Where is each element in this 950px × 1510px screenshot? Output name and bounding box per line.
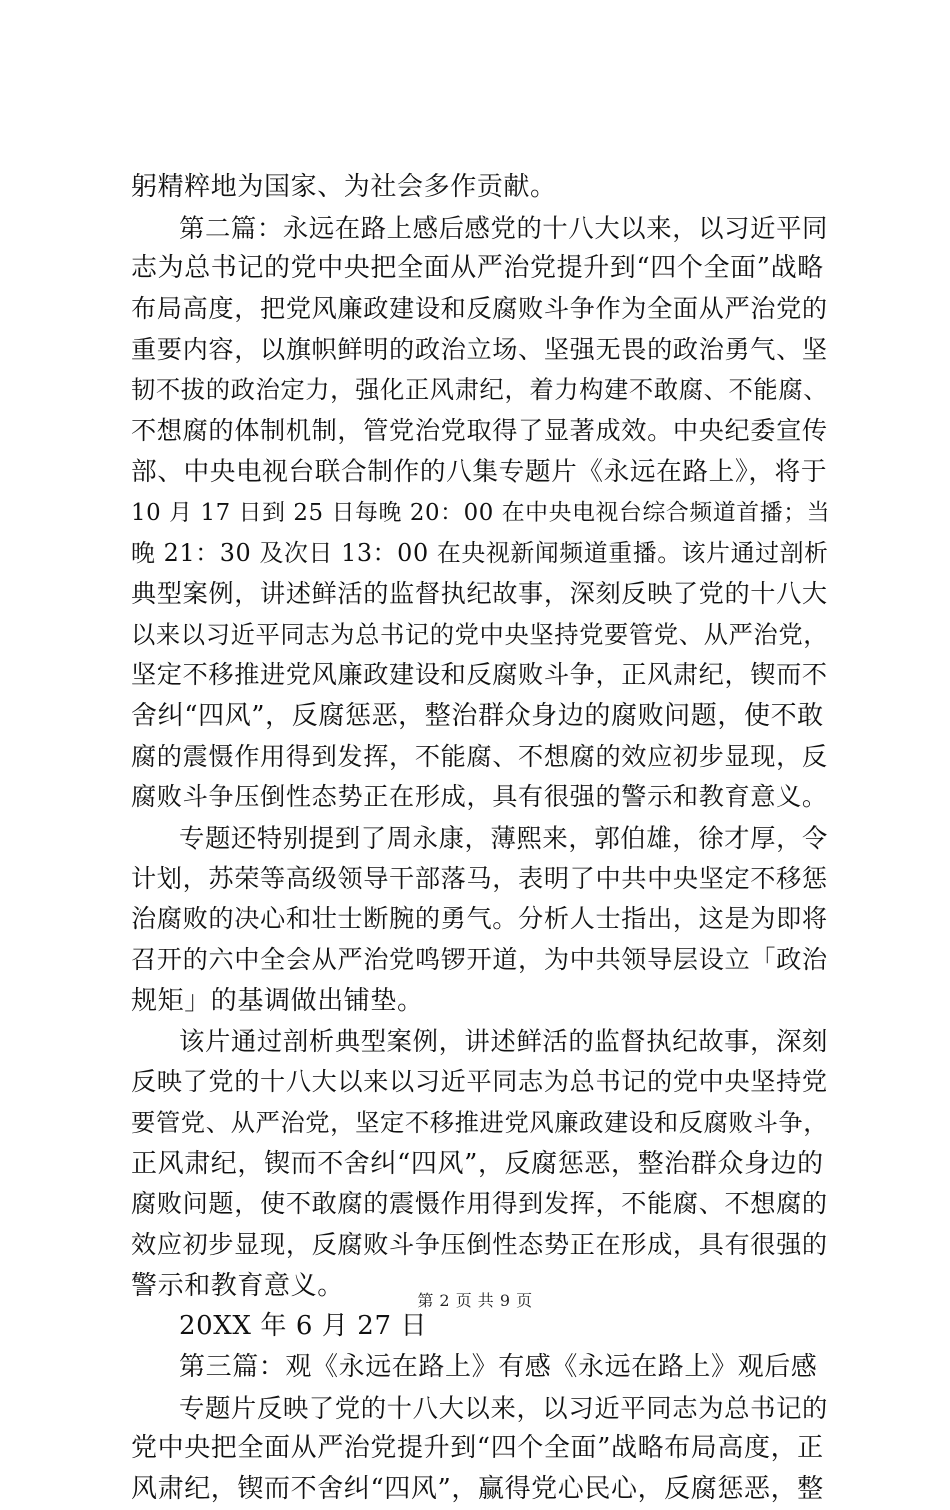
text-line: 晚 21：30 及次日 13：00 在央视新闻频道重播。该片通过剖析	[131, 539, 829, 568]
text-line: 专题片反映了党的十八大以来，以习近平同志为总书记的	[179, 1392, 828, 1423]
text-line: 坚定不移推进党风廉政建设和反腐败斗争，正风肃纪，锲而不	[131, 660, 828, 690]
text-line: 韧不拔的政治定力，强化正风肃纪，着力构建不敢腐、不能腐、	[131, 375, 829, 405]
text-line: 召开的六中全会从严治党鸣锣开道，为中共领导层设立「政治	[131, 945, 828, 975]
text-line: 腐败斗争压倒性态势正在形成，具有很强的警示和教育意义。	[131, 782, 828, 812]
text-line: 部、中央电视台联合制作的八集专题片《永远在路上》，将于	[131, 456, 828, 487]
text-line: 腐败问题，使不敢腐的震慑作用得到发挥，不能腐、不想腐的	[131, 1189, 828, 1219]
text-line: 反映了党的十八大以来以习近平同志为总书记的党中央坚持党	[131, 1067, 828, 1097]
text-line: 第三篇：观《永远在路上》有感《永远在路上》观后感	[179, 1351, 818, 1382]
text-line: 躬精粹地为国家、为社会多作贡献。	[131, 172, 557, 202]
text-line: 要管党、从严治党，坚定不移推进党风廉政建设和反腐败斗争，	[131, 1107, 829, 1137]
text-line: 效应初步显现，反腐败斗争压倒性态势正在形成，具有很强的	[131, 1229, 828, 1259]
text-line: 计划，苏荣等高级领导干部落马，表明了中共中央坚定不移惩	[131, 863, 828, 893]
text-line: 舍纠“四风”，反腐惩恶，整治群众身边的腐败问题，使不敢	[131, 700, 824, 731]
text-line: 警示和教育意义。	[131, 1270, 344, 1301]
text-line: 不想腐的体制机制，管党治党取得了显著成效。中央纪委宣传	[131, 416, 828, 446]
text-line: 党中央把全面从严治党提升到“四个全面”战略布局高度，正	[131, 1433, 824, 1464]
text-line: 治腐败的决心和壮士断腕的勇气。分析人士指出，这是为即将	[131, 904, 828, 934]
text-line: 布局高度，把党风廉政建设和反腐败斗争作为全面从严治党的	[131, 294, 828, 324]
text-line: 风肃纪，锲而不舍纠“四风”，赢得党心民心，反腐惩恶，整	[131, 1474, 824, 1504]
text-line: 规矩」的基调做出铺垫。	[131, 985, 424, 1016]
text-line: 该片通过剖析典型案例，讲述鲜活的监督执纪故事，深刻	[179, 1026, 828, 1057]
text-line: 正风肃纪，锲而不舍纠“四风”，反腐惩恶，整治群众身边的	[131, 1148, 824, 1179]
text-line: 腐的震慑作用得到发挥，不能腐、不想腐的效应初步显现，反	[131, 741, 828, 771]
text-line: 专题还特别提到了周永康，薄熙来，郭伯雄，徐才厚，令	[179, 823, 828, 853]
text-line: 志为总书记的党中央把全面从严治党提升到“四个全面”战略	[131, 253, 824, 284]
text-line: 20XX 年 6 月 27 日	[179, 1311, 428, 1342]
text-line: 典型案例，讲述鲜活的监督执纪故事，深刻反映了党的十八大	[131, 578, 828, 608]
text-line: 重要内容，以旗帜鲜明的政治立场、坚强无畏的政治勇气、坚	[131, 334, 828, 364]
text-line: 10 月 17 日到 25 日每晚 20：00 在中央电视台综合频道首播；当	[131, 499, 831, 526]
text-line: 第二篇：永远在路上感后感党的十八大以来，以习近平同	[179, 212, 828, 243]
page-footer: 第 2 页 共 9 页	[417, 1291, 533, 1310]
text-line: 以来以习近平同志为总书记的党中央坚持党要管党、从严治党，	[131, 619, 829, 649]
